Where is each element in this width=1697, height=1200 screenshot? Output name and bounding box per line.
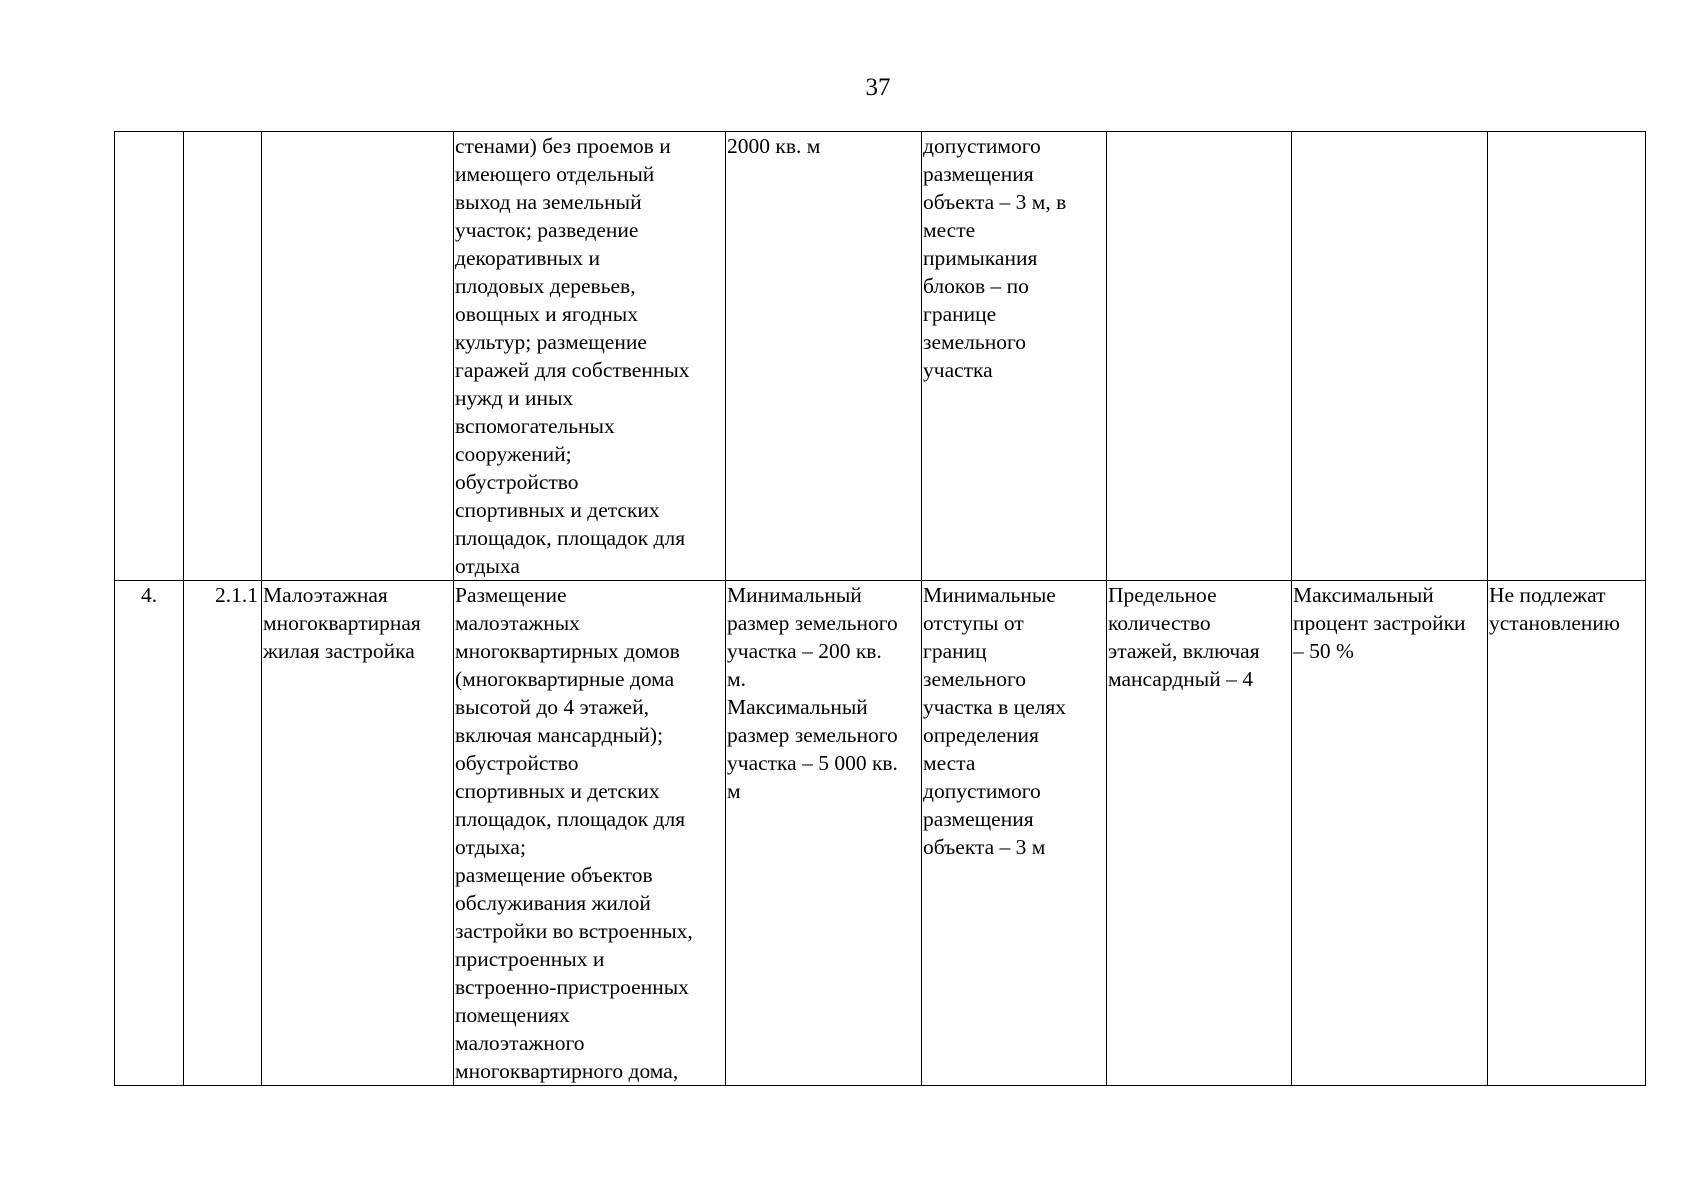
use-description-cell: Размещение малоэтажных многоквартирных домов (многоквартирные дома высотой до 4 этажей, включая мансардный); обустройство спортивных и детских площадок, площадок для отдыха; размещение объектов обслуживания жилой застройки во встроенных, пристроенных и встроенно-пристроенных помещениях малоэтажного многоквартирного дома, [454, 581, 726, 1086]
plot-size-cell: Минимальный размер земельного участка – 200 кв. м. Максимальный размер земельного участка – 5 000 кв. м [726, 581, 922, 1086]
setbacks-cell: Минимальные отступы от границ земельного участка в целях определения места допустимого размещения объекта – 3 м [922, 581, 1107, 1086]
use-description-cell: стенами) без проемов и имеющего отдельный выход на земельный участок; разведение декоративных и плодовых деревьев, овощных и ягодных культур; размещение гаражей для собственных нужд и иных вспомогательных сооружений; обустройство спортивных и детских площадок, площадок для отдыха [454, 132, 726, 581]
page-number: 37 [865, 74, 891, 101]
table-row [115, 132, 1646, 581]
coverage-cell [1292, 132, 1488, 581]
other-params-cell: Не подлежат установлению [1488, 581, 1646, 1086]
row-number-cell [115, 132, 184, 581]
floors-cell [1107, 132, 1292, 581]
coverage-cell: Максимальный процент застройки – 50 % [1292, 581, 1488, 1086]
row-number-cell: 4. [115, 581, 184, 1086]
plot-size-cell: 2000 кв. м [726, 132, 922, 581]
setbacks-cell: допустимого размещения объекта – 3 м, в месте примыкания блоков – по границе земельного участка [922, 132, 1107, 581]
use-name-cell: Малоэтажная многоквартирная жилая застройка [262, 581, 454, 1086]
use-name-cell [262, 132, 454, 581]
floors-cell: Предельное количество этажей, включая мансардный – 4 [1107, 581, 1292, 1086]
table-row [115, 581, 1646, 1086]
regulations-table [114, 131, 1646, 1086]
use-code-cell [184, 132, 262, 581]
use-code-cell: 2.1.1 [184, 581, 262, 1086]
other-params-cell [1488, 132, 1646, 581]
